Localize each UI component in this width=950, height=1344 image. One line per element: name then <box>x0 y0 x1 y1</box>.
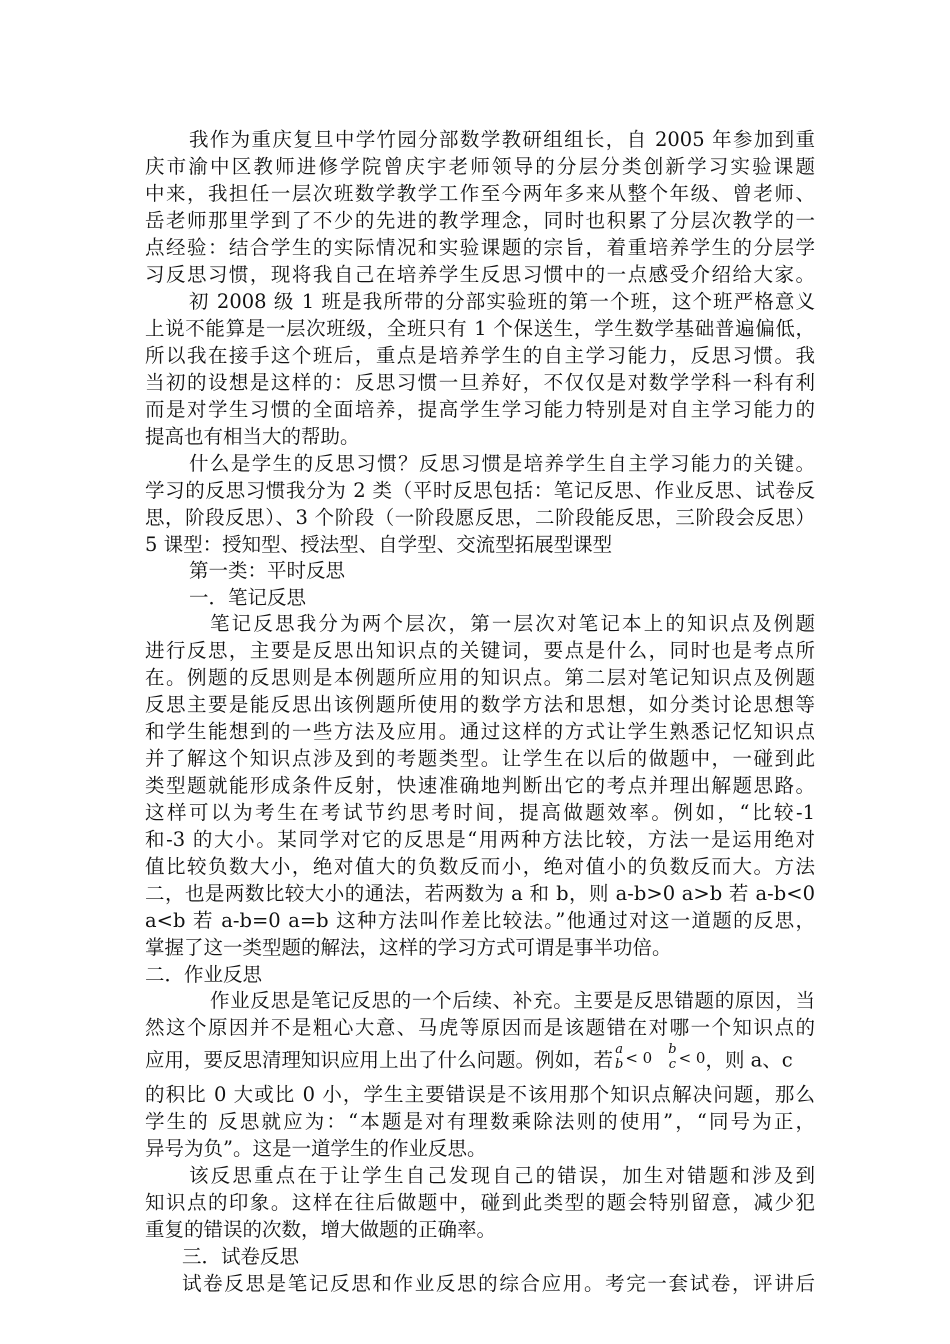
text-line: 试卷反思是笔记反思和作业反思的综合应用。考完一套试卷，评讲后 <box>182 1272 815 1295</box>
text-line: 点经验：结合学生的实际情况和实验课题的宗旨，着重培养学生的分层学 <box>145 236 815 259</box>
text-line: 岳老师那里学到了不少的先进的教学理念，同时也积累了分层次教学的一 <box>145 209 815 232</box>
text-segment: ，则 a、c <box>705 1048 793 1072</box>
text-line: 提高也有相当大的帮助。 <box>145 425 360 448</box>
text-line: 而是对学生习惯的全面培养，提高学生学习能力特别是对自主学习能力的 <box>145 398 815 421</box>
text-line: 我作为重庆复旦中学竹园分部数学教研组组长，自 2005 年参加到重 <box>189 128 815 151</box>
text-line: 和学生能想到的一些方法及应用。通过这样的方式让学生熟悉记忆知识点 <box>145 720 815 743</box>
inequality: < 0 <box>678 1048 706 1067</box>
text-line: 值比较负数大小，绝对值大的负数反而小，绝对值小的负数反而大。方法 <box>145 855 815 878</box>
text-line: 上说不能算是一层次班级，全班只有 1 个保送生，学生数学基础普遍偏低， <box>145 317 815 340</box>
text-line: 笔记反思我分为两个层次，第一层次对笔记本上的知识点及例题 <box>210 612 815 635</box>
text-line: 习反思习惯，现将我自己在培养学生反思习惯中的一点感受介绍给大家。 <box>145 263 815 286</box>
text-line: 5 课型：授知型、授法型、自学型、交流型拓展型课型 <box>145 533 613 556</box>
text-line: 和-3 的大小。某同学对它的反思是“用两种方法比较，方法一是运用绝对 <box>145 828 815 851</box>
text-line: 掌握了这一类型题的解法，这样的学习方式可谓是事半功倍。 <box>145 936 672 959</box>
text-line: 知识点的印象。这样在往后做题中，碰到此类型的题会特别留意，减少犯 <box>145 1191 815 1214</box>
text-line: 什么是学生的反思习惯？反思习惯是培养学生自主学习能力的关键。 <box>189 452 815 475</box>
text-line: 中来，我担任一层次班数学教学工作至今两年多来从整个年级、曾老师、 <box>145 182 815 205</box>
text-segment: 应用，要反思清理知识应用上出了什么问题。例如，若 <box>145 1048 614 1072</box>
subsection-heading: 三．试卷反思 <box>182 1245 300 1268</box>
text-line: 所以我在接手这个班后，重点是培养学生的自主学习能力，反思习惯。我 <box>145 344 815 367</box>
text-line: 在。例题的反思则是本例题所应用的知识点。第二层对笔记知识点及例题 <box>145 666 815 689</box>
text-line: 重复的错误的次数，增大做题的正确率。 <box>145 1218 497 1241</box>
text-line: 然这个原因并不是粗心大意、马虎等原因而是该题错在对哪一个知识点的 <box>145 1016 815 1039</box>
subsection-heading: 一．笔记反思 <box>189 586 307 609</box>
text-line: a<b 若 a-b=0 a=b 这种方法叫作差比较法。”他通过对这一道题的反思， <box>145 909 815 932</box>
text-line: 作业反思是笔记反思的一个后续、补充。主要是反思错题的原因，当 <box>210 989 815 1012</box>
text-line: 这样可以为考生在考试节约思考时间，提高做题效率。例如，“比较-1 <box>145 801 815 824</box>
text-line: 当初的设想是这样的：反思习惯一旦养好，不仅仅是对数学学科一科有利 <box>145 371 815 394</box>
text-line: 反思主要是能反思出该例题所使用的数学方法和思想，如分类讨论思想等 <box>145 693 815 716</box>
text-line-with-formula <box>145 1042 815 1074</box>
text-line: 学生的 反思就应为：“本题是对有理数乘除法则的使用”，“同号为正， <box>145 1110 815 1133</box>
section-heading: 第一类：平时反思 <box>189 559 346 582</box>
text-line: 二，也是两数比较大小的通法，若两数为 a 和 b，则 a-b>0 a>b 若 a-b<0 <box>145 882 815 905</box>
inequality: < 0 <box>625 1048 653 1067</box>
text-line: 类型题就能形成条件反射，快速准确地判断出它的考点并理出解题思路。 <box>145 774 815 797</box>
fraction-a-over-b: a b <box>615 1042 624 1072</box>
text-line: 初 2008 级 1 班是我所带的分部实验班的第一个班，这个班严格意义 <box>189 290 815 313</box>
text-line: 异号为负”。这是一道学生的作业反思。 <box>145 1137 487 1160</box>
text-line: 庆市渝中区教师进修学院曾庆宇老师领导的分层分类创新学习实验课题 <box>145 155 815 178</box>
subsection-heading: 二．作业反思 <box>145 963 263 986</box>
text-line: 该反思重点在于让学生自己发现自己的错误，加生对错题和涉及到 <box>189 1164 815 1187</box>
text-line: 进行反思，主要是反思出知识点的关键词，要点是什么，同时也是考点所 <box>145 639 815 662</box>
fraction-b-over-c: b c <box>668 1042 677 1072</box>
text-line: 并了解这个知识点涉及到的考题类型。让学生在以后的做题中，一碰到此 <box>145 747 815 770</box>
text-line: 的积比 0 大或比 0 小，学生主要错误是不该用那个知识点解决问题，那么 <box>145 1083 815 1106</box>
text-line: 思，阶段反思）、3 个阶段（一阶段愿反思，二阶段能反思，三阶段会反思） <box>145 506 815 529</box>
text-line: 学习的反思习惯我分为 2 类（平时反思包括：笔记反思、作业反思、试卷反 <box>145 479 815 502</box>
